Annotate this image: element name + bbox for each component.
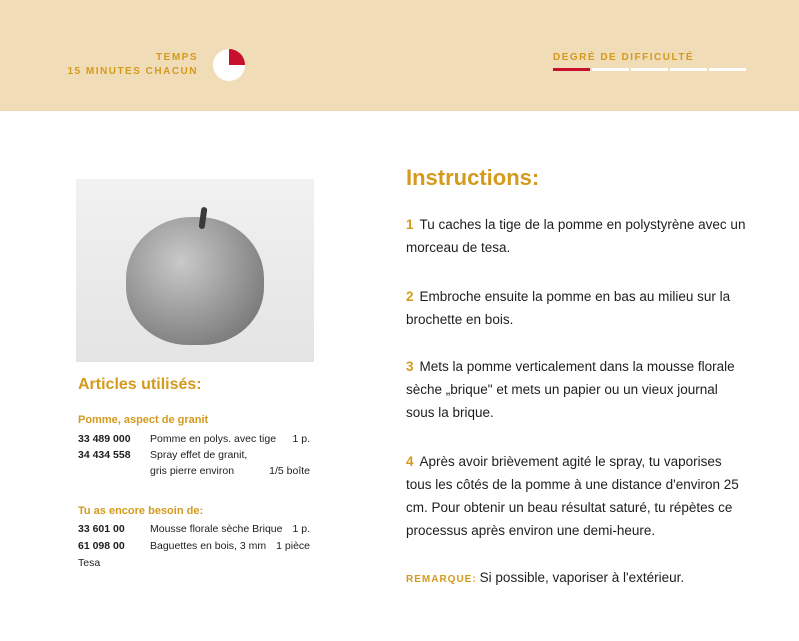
difficulty-bar bbox=[670, 68, 707, 71]
instruction-step bbox=[406, 450, 746, 542]
time-info bbox=[67, 52, 198, 77]
step-number: 4 bbox=[406, 454, 414, 469]
instructions-title: Instructions: bbox=[406, 165, 540, 190]
group-title: Pomme, aspect de granit bbox=[78, 414, 209, 426]
articles-title: Articles utilisés: bbox=[78, 376, 202, 393]
article-row bbox=[78, 523, 310, 535]
article-row bbox=[78, 433, 310, 445]
difficulty-label: DEGRÉ DE DIFFICULTÉ bbox=[553, 52, 695, 63]
clock-icon bbox=[213, 49, 245, 81]
time-label: TEMPS bbox=[156, 52, 198, 63]
article-row bbox=[78, 557, 310, 569]
instruction-step bbox=[406, 355, 746, 424]
article-qty: 1 p. bbox=[292, 433, 310, 445]
header-band bbox=[0, 0, 799, 111]
group-title: Tu as encore besoin de: bbox=[78, 505, 204, 517]
article-number: Tesa bbox=[78, 557, 101, 569]
time-value: 15 MINUTES CHACUN bbox=[67, 66, 198, 77]
article-row bbox=[78, 540, 310, 552]
step-text: Embroche ensuite la pomme en bas au milieu sur la brochette en bois. bbox=[406, 289, 731, 327]
article-row bbox=[78, 449, 310, 461]
apple-image bbox=[126, 217, 264, 345]
step-text: Après avoir brièvement agité le spray, tu vaporises tous les côtés de la pomme à une distance d'environ 25 cm. Pour obtenir un beau résultat saturé, tu répètes ce processus après environ une demi-heure. bbox=[406, 454, 739, 538]
article-number: 33 489 000 bbox=[78, 433, 131, 445]
article-number bbox=[78, 465, 150, 477]
article-desc: Mousse florale sèche Brique bbox=[150, 523, 283, 535]
granite-apple-photo bbox=[76, 179, 314, 362]
step-text: Tu caches la tige de la pomme en polystyrène avec un morceau de tesa. bbox=[406, 217, 746, 255]
step-number: 1 bbox=[406, 217, 414, 232]
remark-label: REMARQUE: bbox=[406, 574, 477, 585]
step-text: Mets la pomme verticalement dans la mousse florale sèche „brique" et mets un papier ou un vieux journal sous la brique. bbox=[406, 359, 735, 420]
step-number: 2 bbox=[406, 289, 414, 304]
difficulty-bar bbox=[592, 68, 629, 71]
difficulty-bar bbox=[553, 68, 590, 71]
difficulty-meter bbox=[553, 68, 746, 71]
article-number: 33 601 00 bbox=[78, 523, 125, 535]
step-number: 3 bbox=[406, 359, 414, 374]
article-desc: Spray effet de granit, bbox=[150, 449, 248, 461]
article-number: 61 098 00 bbox=[78, 540, 125, 552]
difficulty-bar bbox=[631, 68, 668, 71]
remark bbox=[406, 570, 684, 585]
remark-text: Si possible, vaporiser à l'extérieur. bbox=[479, 570, 685, 585]
instruction-step bbox=[406, 285, 746, 331]
article-qty: 1 p. bbox=[292, 523, 310, 535]
article-qty: 1 pièce bbox=[276, 540, 310, 552]
article-desc: Pomme en polys. avec tige bbox=[150, 433, 277, 445]
article-desc: Baguettes en bois, 3 mm bbox=[150, 540, 267, 552]
article-desc: gris pierre environ bbox=[150, 465, 235, 477]
article-row bbox=[78, 465, 310, 477]
difficulty-bar bbox=[709, 68, 746, 71]
instruction-step bbox=[406, 213, 746, 259]
article-number: 34 434 558 bbox=[78, 449, 131, 461]
article-qty: 1/5 boîte bbox=[269, 465, 310, 477]
